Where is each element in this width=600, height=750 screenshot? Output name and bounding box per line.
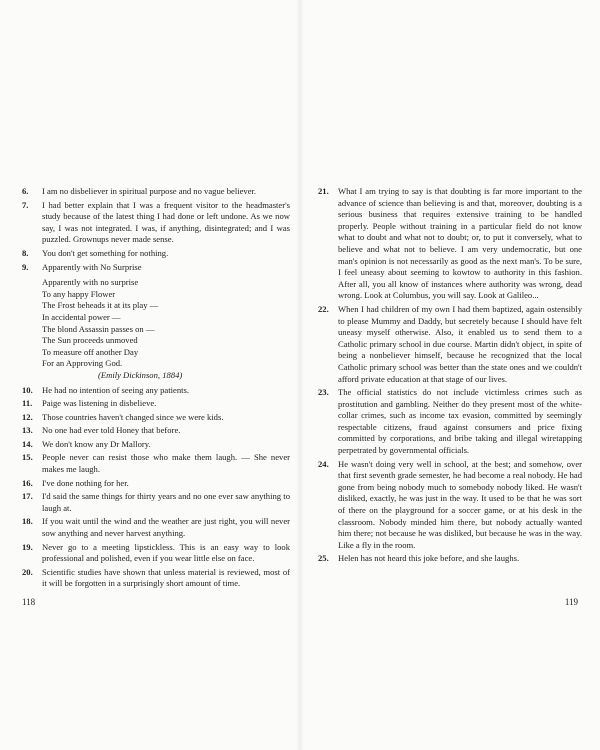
exercise-item — [318, 459, 582, 552]
poem-block — [42, 277, 290, 381]
exercise-item — [22, 248, 290, 260]
page-number-left: 118 — [22, 597, 36, 607]
exercise-item — [318, 304, 582, 385]
exercise-text: Those countries haven't changed since we were kids. — [42, 411, 224, 422]
right-page — [300, 0, 600, 750]
exercise-item — [22, 412, 290, 424]
page-number-right: 119 — [564, 597, 578, 607]
exercise-item — [318, 186, 582, 302]
exercise-text: I've done nothing for her. — [42, 477, 129, 488]
exercise-number: 22. — [318, 303, 329, 314]
poem-line: The blond Assassin passes on — — [42, 323, 155, 334]
exercise-text: Never go to a meeting lipstickless. This is an easy way to look professional and polished, even if you wear little else on face. — [42, 541, 290, 564]
exercise-item — [22, 262, 290, 274]
poem-line: To measure off another Day — [42, 346, 139, 357]
exercise-text: When I had children of my own I had them baptized, again ostensibly to please Mummy and Daddy, but secretely because I should have felt uneasy myself otherwise. Also, it enabled us to send them to a Catholic primary school in due course. Martin didn't object, in spite of being a nonbeliever himself, because he recognized that the local Catholic primary school was better than the state ones and we couldn't afford private education at that stage of our lives. — [338, 303, 582, 384]
exercise-number: 17. — [22, 491, 33, 502]
exercise-item — [22, 478, 290, 490]
right-items-list — [318, 186, 582, 565]
exercise-text: We don't know any Dr Mallory. — [42, 438, 151, 449]
exercise-number: 15. — [22, 452, 33, 463]
exercise-number: 12. — [22, 411, 33, 422]
exercise-number: 18. — [22, 516, 33, 527]
exercise-item — [318, 553, 582, 565]
poem-line: For an Approving God. — [42, 358, 123, 369]
exercise-item — [318, 387, 582, 457]
exercise-number: 6. — [22, 186, 29, 196]
exercise-number: 9. — [22, 261, 29, 272]
left-items-list-b — [22, 385, 290, 591]
exercise-item — [22, 385, 290, 397]
exercise-text: People never can resist those who make them laugh. — She never makes me laugh. — [42, 452, 290, 475]
exercise-number: 21. — [318, 186, 329, 196]
exercise-item — [22, 439, 290, 451]
exercise-item — [22, 542, 290, 565]
exercise-item — [22, 491, 290, 514]
exercise-item — [22, 425, 290, 437]
exercise-text: Helen has not heard this joke before, and she laughs. — [338, 553, 520, 564]
exercise-text: I had better explain that I was a frequent visitor to the headmaster's study because of the latest thing I had done or left undone. As we now say, I was not integrated. I was, if anything, disintegrated; and I was puzzled. Grownups never made sense. — [42, 199, 290, 245]
poem-lines — [42, 277, 290, 370]
exercise-number: 10. — [22, 384, 33, 395]
exercise-item — [22, 567, 290, 590]
exercise-text: Scientific studies have shown that unless material is reviewed, most of it will be forgotten in a surprisingly short amount of time. — [42, 566, 290, 589]
poem-line: To any happy Flower — [42, 288, 116, 299]
exercise-item — [22, 186, 290, 198]
poem-attribution: (Emily Dickinson, 1884) — [98, 369, 183, 380]
exercise-item — [22, 200, 290, 246]
exercise-number: 16. — [22, 477, 33, 488]
exercise-text: The official statistics do not include victimless crimes such as prostitution and gambling. Neither do they present most of the white-collar crimes, such as income tax evasion, committed by seemingly respectable citizens, fraud against consumers and price fixing committed by corporations, and bribe taking and illegal wiretapping perpetrated by governmental officials. — [338, 387, 582, 456]
exercise-number: 8. — [22, 247, 29, 258]
poem-line: In accidental power — — [42, 311, 121, 322]
exercise-number: 25. — [318, 553, 329, 564]
exercise-item — [22, 516, 290, 539]
exercise-text: I'd said the same things for thirty years and no one ever saw anything to laugh at. — [42, 491, 290, 513]
exercise-text: If you wait until the wind and the weather are just right, you will never sow anything and never harvest anything. — [42, 516, 290, 539]
exercise-number: 13. — [22, 425, 33, 436]
poem-line: The Sun proceeds unmoved — [42, 335, 138, 346]
exercise-number: 20. — [22, 566, 33, 577]
exercise-text: He had no intention of seeing any patients. — [42, 384, 190, 395]
exercise-number: 7. — [22, 199, 29, 210]
exercise-text: He wasn't doing very well in school, at the best; and somehow, over that first seventh grade semester, he had become a real nobody. He had gone from being nobody much to somebody nobody liked. He wasn't disliked, exactly, he was just in the way. It used to be that he was sort of there on the playground for a soccer game, or at his desk in the classroom. Nobody minded him there, but nobody actually wanted him there; not because he was disliked, but because he was in the way. Like a fly in the room. — [338, 458, 582, 550]
poem-line: Apparently with no surprise — [42, 277, 139, 288]
exercise-number: 19. — [22, 541, 33, 552]
left-page-column — [22, 186, 290, 592]
poem-line: The Frost beheads it at its play — — [42, 300, 159, 311]
exercise-item — [22, 452, 290, 475]
exercise-text: Paige was listening in disbelieve. — [42, 398, 157, 409]
right-page-column — [318, 186, 582, 567]
exercise-item — [22, 398, 290, 410]
left-items-list-a — [22, 186, 290, 273]
exercise-text: Apparently with No Surprise — [42, 261, 142, 272]
exercise-text: No one had ever told Honey that before. — [42, 425, 181, 436]
exercise-number: 23. — [318, 387, 329, 398]
exercise-text: What I am trying to say is that doubting is far more important to the advance of science than believing is and that, moreover, doubting is a serious business that requires extensive training to be handled properly. People without training in a particular field do not know what to doubt and what not to doubt; or, to put it conversely, what to believe and what not to believe. I am very undemocratic, but one man's opinion is not necessarily as good as the next man's. To be sure, I feel uneasy about seeming to kowtow to authority in this fashion. After all, you all know of instances where authority was wrong, dead wrong. Look at Columbus, you will say. Look at Galileo... — [338, 186, 582, 301]
exercise-text: I am no disbeliever in spiritual purpose and no vague believer. — [42, 186, 257, 196]
exercise-number: 14. — [22, 438, 33, 449]
exercise-number: 11. — [22, 398, 33, 409]
exercise-text: You don't get something for nothing. — [42, 247, 169, 258]
exercise-number: 24. — [318, 458, 329, 469]
